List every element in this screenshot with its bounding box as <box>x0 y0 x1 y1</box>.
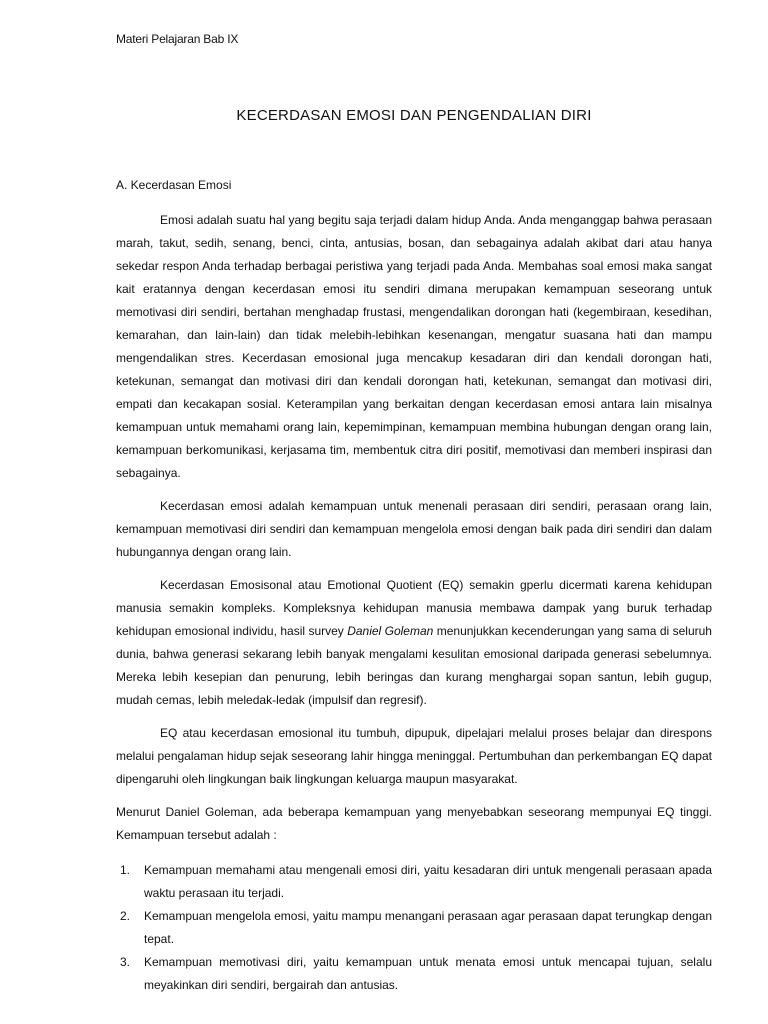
list-item <box>116 859 712 905</box>
list-item-text: Kemampuan memotivasi diri, yaitu kemampuan untuk menata emosi untuk mencapai tujuan, selalu meyakinkan diri sendiri, bergairah dan antusias. <box>144 955 712 992</box>
page-header: Materi Pelajaran Bab IX <box>116 32 239 46</box>
paragraph-2: Kecerdasan emosi adalah kemampuan untuk menenali perasaan diri sendiri, perasaan orang lain, kemampuan memotivasi diri sendiri dan kemampuan mengelola emosi dengan baik pada diri sendiri dan dalam hubungannya dengan orang lain. <box>116 499 712 559</box>
document-title: KECERDASAN EMOSI DAN PENGENDALIAN DIRI <box>236 107 592 124</box>
list-item-number: 2. <box>120 909 131 923</box>
paragraph-3-italic-name: Daniel Goleman <box>347 624 434 638</box>
paragraph-3 <box>116 574 712 712</box>
list-item <box>116 951 712 997</box>
list-item <box>116 905 712 951</box>
paragraph-1: Emosi adalah suatu hal yang begitu saja terjadi dalam hidup Anda. Anda menganggap bahwa perasaan marah, takut, sedih, senang, benci, cinta, antusias, bosan, dan sebagainya adalah akibat dari atau hanya sekedar respon Anda terhadap berbagai peristiwa yang terjadi pada Anda. Membahas soal emosi maka sangat kait eratannya dengan kecerdasan emosi itu sendiri dimana merupakan kemampuan seseorang untuk memotivasi diri sendiri, bertahan menghadap frustasi, mengendalikan dorongan hati (kegembiraan, kesedihan, kemarahan, dan lain-lain) dan tidak melebih-lebihkan kesenangan, mengatur suasana hati dan mampu mengendalikan stres. Kecerdasan emosional juga mencakup kesadaran diri dan kendali dorongan hati, ketekunan, semangat dan motivasi diri dan kendali dorongan hati, ketekunan, semangat dan motivasi diri, empati dan kecakapan sosial. Keterampilan yang berkaitan dengan kecerdasan emosi antara lain misalnya kemampuan untuk memahami orang lain, kepemimpinan, kemampuan membina hubungan dengan orang lain, kemampuan berkomunikasi, kerjasama tim, membentuk citra diri positif, memotivasi dan memberi inspirasi dan sebagainya. <box>116 213 712 480</box>
paragraph-5: Menurut Daniel Goleman, ada beberapa kemampuan yang menyebabkan seseorang mempunyai EQ tinggi. Kemampuan tersebut adalah : <box>116 805 712 842</box>
list-item-number: 3. <box>120 955 131 969</box>
list-item-text: Kemampuan mengelola emosi, yaitu mampu menangani perasaan agar perasaan dapat terungkap dengan tepat. <box>144 909 712 946</box>
paragraph-3-text-b: menunjukkan kecenderungan yang sama di seluruh dunia, bahwa generasi sekarang lebih banyak mengalami kesulitan emosional daripada generasi sebelumnya. Mereka lebih kesepian dan penurung, lebih beringas dan kurang menghargai sopan santun, lebih gugup, mudah cemas, lebih meledak-ledak (impulsif dan regresif). <box>116 624 712 707</box>
paragraph-4: EQ atau kecerdasan emosional itu tumbuh, dipupuk, dipelajari melalui proses belajar dan direspons melalui pengalaman hidup sejak seseorang lahir hingga meninggal. Pertumbuhan dan perkembangan EQ dapat dipengaruhi oleh lingkungan baik lingkungan keluarga maupun masyarakat. <box>116 726 712 786</box>
list-item-number: 1. <box>120 863 131 877</box>
section-heading: A. Kecerdasan Emosi <box>116 178 232 192</box>
document-body <box>116 209 712 997</box>
paragraph-3-text-a: Kecerdasan Emosisonal atau Emotional Quotient (EQ) semakin gperlu dicermati karena kehidupan manusia semakin kompleks. Kompleksnya kehidupan manusia membawa dampak yang buruk terhadap kehidupan emosional individu, hasil survey <box>116 578 712 638</box>
ability-list <box>116 859 712 997</box>
list-item-text: Kemampuan memahami atau mengenali emosi diri, yaitu kesadaran diri untuk mengenali perasaan apada waktu perasaan itu terjadi. <box>144 863 712 900</box>
